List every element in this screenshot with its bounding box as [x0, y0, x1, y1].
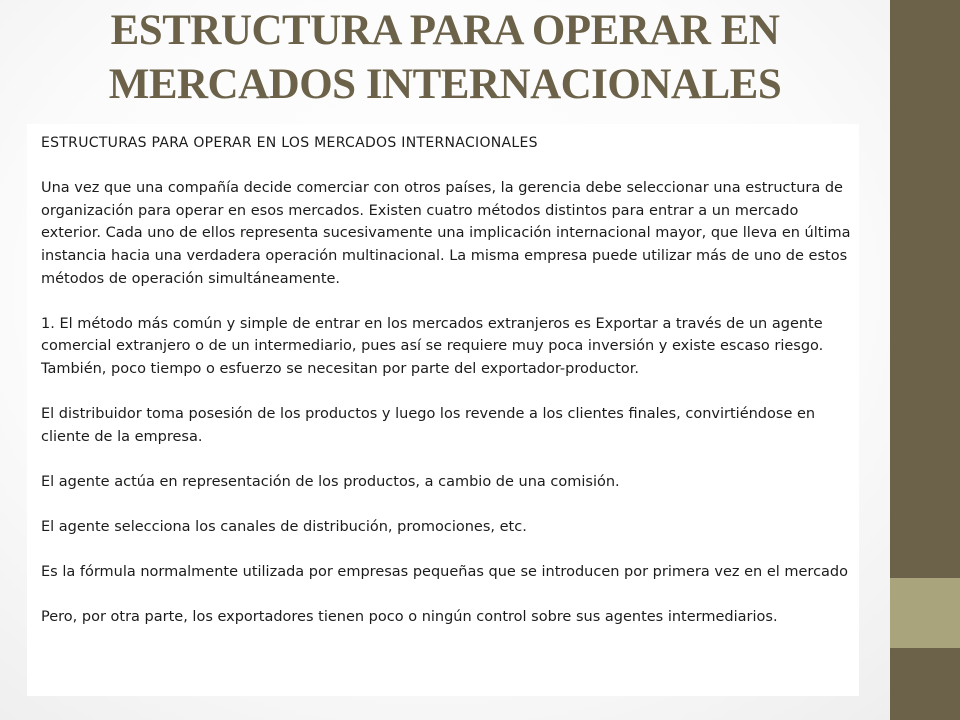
document-paragraph-agent-commission: El agente actúa en representación de los productos, a cambio de una comisión.: [41, 473, 620, 490]
decorative-side-accent: [890, 578, 960, 648]
document-paragraph-intro: Una vez que una compañía decide comerciar con otros países, la gerencia debe seleccionar una estructura de organización para operar en esos mercados. Existen cuatro métodos distintos para entrar a un mercado exterior. Cada uno de ellos representa sucesivamente una implicación internacional mayor, que lleva en última instancia hacia una verdadera operación multinacional. La misma empresa puede utilizar más de uno de estos métodos de operación simultáneamente.: [41, 180, 851, 287]
slide-title-line-1: ESTRUCTURA PARA OPERAR EN: [110, 7, 780, 54]
document-paragraph-distributor: El distribuidor toma posesión de los productos y luego los revende a los clientes finales, convirtiéndose en cliente de la empresa.: [41, 406, 816, 445]
slide-title-line-2: MERCADOS INTERNACIONALES: [108, 61, 782, 108]
document-paragraph-small-firms: Es la fórmula normalmente utilizada por empresas pequeñas que se introducen por primera vez en el mercado: [41, 564, 849, 581]
slide-title: [40, 4, 850, 112]
document-paragraph-control: Pero, por otra parte, los exportadores tienen poco o ningún control sobre sus agentes intermediarios.: [41, 609, 778, 626]
document-image-panel: [27, 124, 859, 696]
document-paragraph-agent-channels: El agente selecciona los canales de distribución, promociones, etc.: [41, 519, 527, 536]
document-heading: ESTRUCTURAS PARA OPERAR EN LOS MERCADOS INTERNACIONALES: [41, 135, 538, 151]
document-paragraph-method-1: 1. El método más común y simple de entrar en los mercados extranjeros es Exportar a través de un agente comercial extranjero o de un intermediario, pues así se requiere muy poca inversión y existe escaso riesgo. También, poco tiempo o esfuerzo se necesitan por parte del exportador-productor.: [41, 315, 824, 377]
